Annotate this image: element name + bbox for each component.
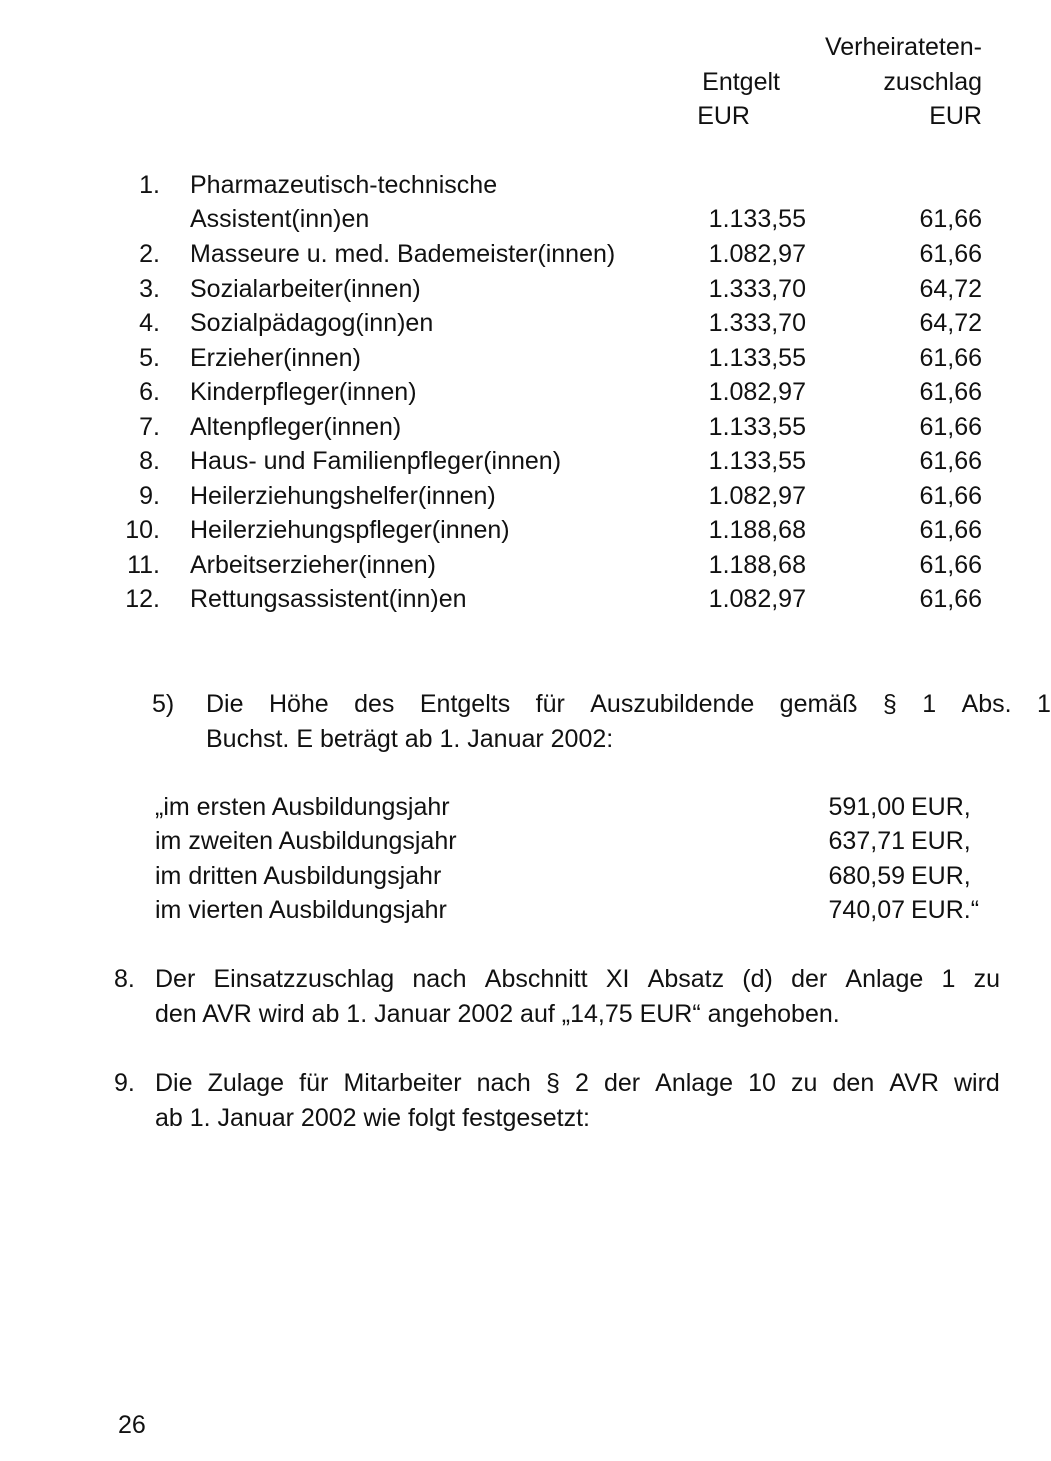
row-title: Heilerziehungshelfer(innen) <box>190 482 496 510</box>
para5-line1 <box>206 687 1051 722</box>
year-unit: EUR.“ <box>911 896 980 924</box>
row-title: Heilerziehungspfleger(innen) <box>190 516 510 544</box>
word: Auszubildende <box>590 690 755 718</box>
row-number: 11. <box>127 551 160 579</box>
table-row <box>0 375 1000 410</box>
table-row <box>0 202 1000 237</box>
row-entgelt: 1.082,97 <box>708 240 806 268</box>
table-row <box>0 479 1000 514</box>
word: wird <box>954 1069 1000 1097</box>
header-zuschlag-unit: EUR <box>929 102 982 130</box>
row-title: Altenpfleger(innen) <box>190 413 402 441</box>
row-title: Sozialpädagog(inn)en <box>190 309 434 337</box>
table-row <box>0 582 1000 617</box>
item-8-number: 8. <box>114 965 135 993</box>
row-number: 12. <box>125 585 160 613</box>
list-item <box>0 859 1000 894</box>
row-entgelt: 1.188,68 <box>708 516 806 544</box>
row-entgelt: 1.188,68 <box>708 551 806 579</box>
header-verheirateten: Verheirateten- <box>824 33 982 61</box>
word: der <box>791 965 828 993</box>
word: nach <box>412 965 467 993</box>
row-entgelt: 1.082,97 <box>708 378 806 406</box>
year-unit: EUR, <box>911 793 971 821</box>
word: Absatz <box>647 965 725 993</box>
row-number: 10. <box>125 516 160 544</box>
table-row <box>0 272 1000 307</box>
item-8-line1 <box>155 962 1000 997</box>
header-zuschlag: zuschlag <box>883 68 982 96</box>
row-title: Kinderpfleger(innen) <box>190 378 417 406</box>
word: XI <box>605 965 630 993</box>
row-zuschlag: 61,66 <box>919 516 982 544</box>
row-number: 7. <box>139 413 160 441</box>
item-9-line1 <box>155 1066 1000 1101</box>
year-amount: 740,07 <box>828 896 905 924</box>
word: nach <box>476 1069 531 1097</box>
list-item <box>0 893 1000 928</box>
word: Entgelts <box>419 690 511 718</box>
word: 10 <box>748 1069 776 1097</box>
table-row <box>0 306 1000 341</box>
row-zuschlag: 61,66 <box>919 413 982 441</box>
item-8-text <box>155 962 1000 1031</box>
year-label: im zweiten Ausbildungsjahr <box>155 827 457 855</box>
row-entgelt: 1.082,97 <box>708 585 806 613</box>
row-zuschlag: 61,66 <box>919 482 982 510</box>
row-entgelt: 1.133,55 <box>708 413 806 441</box>
word: Anlage <box>845 965 924 993</box>
row-number: 9. <box>139 482 160 510</box>
row-zuschlag: 64,72 <box>919 275 982 303</box>
row-title: Masseure u. med. Bademeister(innen) <box>190 240 616 268</box>
word: Der <box>155 965 196 993</box>
word: Abschnitt <box>484 965 588 993</box>
word: zu <box>973 965 1000 993</box>
word: Die <box>155 1069 193 1097</box>
word: des <box>354 690 395 718</box>
item-9-line2: ab 1. Januar 2002 wie folgt festgesetzt: <box>155 1103 590 1132</box>
year-amount: 591,00 <box>828 793 905 821</box>
item-9-number: 9. <box>114 1069 135 1097</box>
para5-label: 5) <box>152 690 175 718</box>
row-entgelt: 1.082,97 <box>708 482 806 510</box>
word: für <box>299 1069 329 1097</box>
row-number: 5. <box>139 344 160 372</box>
table-row <box>0 410 1000 445</box>
row-zuschlag: 61,66 <box>919 585 982 613</box>
year-label: „im ersten Ausbildungsjahr <box>155 793 450 821</box>
header-entgelt: Entgelt <box>702 68 780 96</box>
row-zuschlag: 61,66 <box>919 205 982 233</box>
word: 1 <box>922 690 937 718</box>
row-title: Arbeitserzieher(innen) <box>190 551 436 579</box>
word: 1 <box>1037 690 1051 718</box>
word: Einsatzzuschlag <box>213 965 395 993</box>
row-number: 6. <box>139 378 160 406</box>
word: § <box>882 690 897 718</box>
word: Zulage <box>207 1069 285 1097</box>
row-zuschlag: 61,66 <box>919 551 982 579</box>
item-9-text <box>155 1066 1000 1135</box>
table-row <box>0 444 1000 479</box>
para5-text <box>206 687 1051 756</box>
word: gemäß <box>779 690 858 718</box>
row-zuschlag: 61,66 <box>919 240 982 268</box>
table-row <box>0 237 1000 272</box>
row-number: 8. <box>139 447 160 475</box>
item-8-line2: den AVR wird ab 1. Januar 2002 auf „14,75 EUR“ angehoben. <box>155 999 840 1028</box>
year-label: im vierten Ausbildungsjahr <box>155 896 447 924</box>
word: Abs. <box>961 690 1012 718</box>
row-title: Assistent(inn)en <box>190 205 370 233</box>
row-entgelt: 1.133,55 <box>708 344 806 372</box>
year-amount: 637,71 <box>828 827 905 855</box>
row-number: 3. <box>139 275 160 303</box>
word: 1 <box>941 965 956 993</box>
row-title: Haus- und Familienpfleger(innen) <box>190 447 562 475</box>
row-entgelt: 1.333,70 <box>708 275 806 303</box>
row-zuschlag: 61,66 <box>919 378 982 406</box>
row-entgelt: 1.133,55 <box>708 447 806 475</box>
table-row <box>0 168 1000 203</box>
row-title: Sozialarbeiter(innen) <box>190 275 421 303</box>
table-row <box>0 548 1000 583</box>
year-amount: 680,59 <box>828 862 905 890</box>
para5-line2: Buchst. E beträgt ab 1. Januar 2002: <box>206 724 614 753</box>
row-title: Erzieher(innen) <box>190 344 361 372</box>
word: 2 <box>574 1069 589 1097</box>
list-item <box>0 790 1000 825</box>
word: AVR <box>889 1069 939 1097</box>
row-entgelt: 1.133,55 <box>708 205 806 233</box>
list-item <box>0 824 1000 859</box>
year-unit: EUR, <box>911 862 971 890</box>
word: Die <box>206 690 244 718</box>
row-title-line1: Pharmazeutisch-technische <box>190 171 498 199</box>
row-zuschlag: 61,66 <box>919 447 982 475</box>
word: Anlage <box>655 1069 734 1097</box>
word: Höhe <box>268 690 329 718</box>
row-number: 1. <box>139 171 160 199</box>
word: (d) <box>742 965 773 993</box>
row-number: 2. <box>139 240 160 268</box>
row-entgelt: 1.333,70 <box>708 309 806 337</box>
year-label: im dritten Ausbildungsjahr <box>155 862 442 890</box>
row-zuschlag: 64,72 <box>919 309 982 337</box>
word: für <box>535 690 565 718</box>
row-number: 4. <box>139 309 160 337</box>
row-title: Rettungsassistent(inn)en <box>190 585 467 613</box>
word: zu <box>791 1069 818 1097</box>
word: § <box>545 1069 560 1097</box>
word: Mitarbeiter <box>343 1069 462 1097</box>
header-entgelt-unit: EUR <box>697 102 750 130</box>
table-row <box>0 341 1000 376</box>
table-row <box>0 513 1000 548</box>
page-number: 26 <box>118 1411 146 1439</box>
word: den <box>832 1069 875 1097</box>
year-unit: EUR, <box>911 827 971 855</box>
word: der <box>603 1069 641 1097</box>
row-zuschlag: 61,66 <box>919 344 982 372</box>
